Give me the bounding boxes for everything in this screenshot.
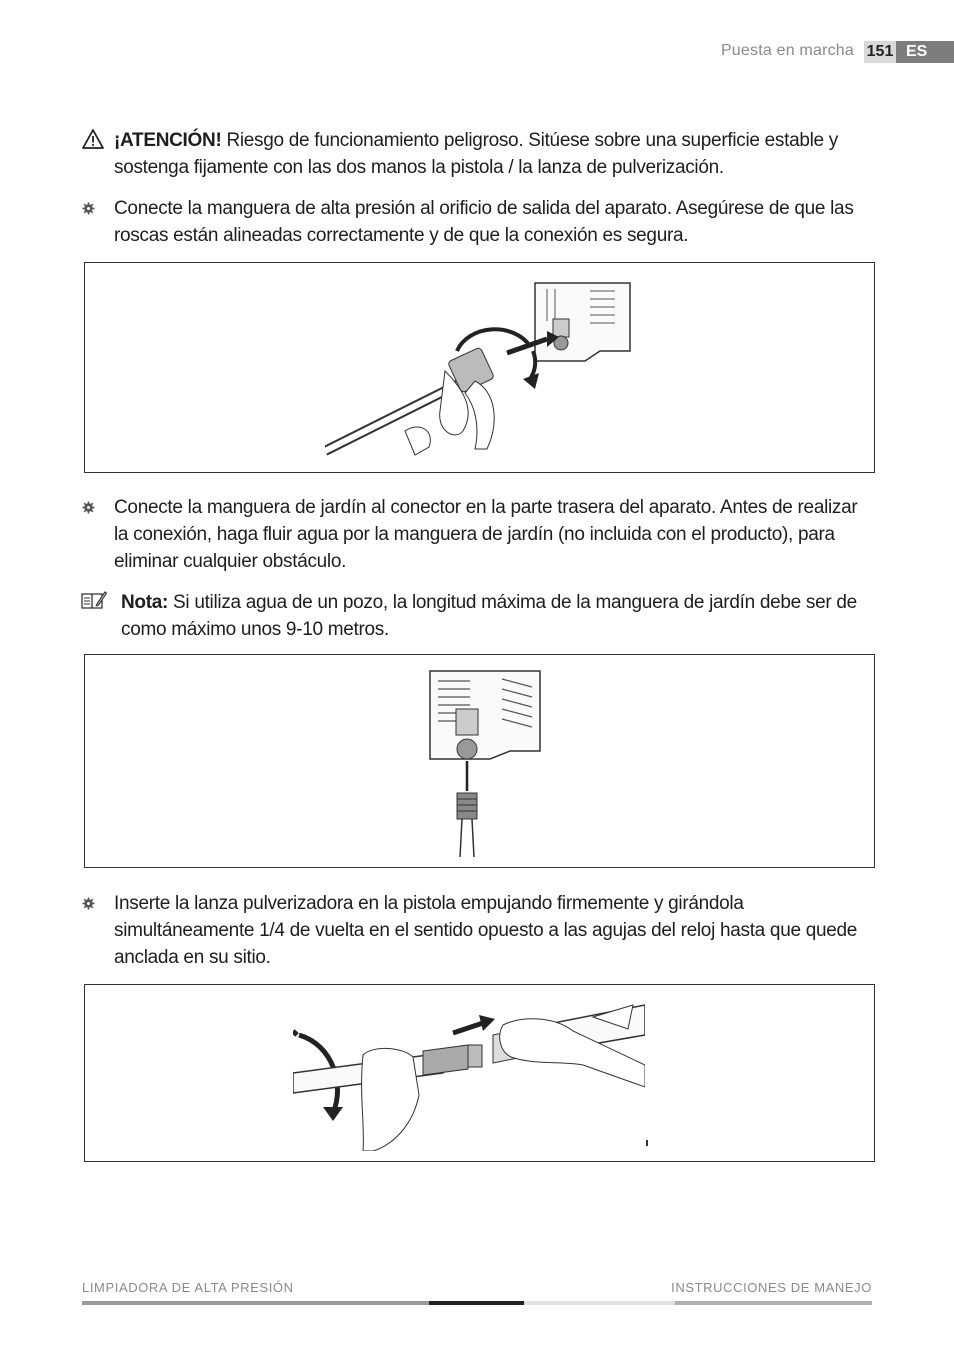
figure-mark	[646, 1140, 648, 1146]
note-label: Nota:	[121, 592, 169, 613]
page-number: 151	[864, 41, 896, 63]
warning-triangle-icon	[82, 129, 104, 149]
gear-bullet-icon	[82, 501, 95, 514]
step-2-text: Conecte la manguera de jardín al conector en la parte trasera del aparato. Antes de realizar la conexión, haga fluir agua por la manguera de jardín (no incluida con el producto), para eliminar cualquier obstáculo.	[114, 497, 858, 572]
gear-bullet-icon	[82, 202, 95, 215]
gear-bullet-icon	[82, 897, 95, 910]
figure-box-lance-insertion	[84, 984, 875, 1162]
figure-box-garden-hose	[84, 654, 875, 868]
note-icon	[81, 590, 107, 610]
lance-insertion-illustration	[293, 995, 645, 1151]
step-3-text: Inserte la lanza pulverizadora en la pistola empujando firmemente y girándola simultáneamente 1/4 de vuelta en el sentido opuesto a las agujas del reloj hasta que quede anclada en su sitio.	[114, 893, 858, 968]
warning-paragraph	[114, 127, 874, 181]
warning-text: Riesgo de funcionamiento peligroso. Sitúese sobre una superficie estable y sostenga fijamente con las dos manos la pistola / la lanza de pulverización.	[114, 130, 838, 178]
footer-product-name: LIMPIADORA DE ALTA PRESIÓN	[82, 1280, 294, 1295]
note-paragraph	[121, 589, 876, 643]
hose-connection-illustration	[325, 281, 645, 457]
footer-bar	[82, 1301, 872, 1305]
figure-box-hose-connection	[84, 262, 875, 473]
footer-document-type: INSTRUCCIONES DE MANEJO	[671, 1280, 872, 1295]
step-1-text: Conecte la manguera de alta presión al orificio de salida del aparato. Asegúrese de que las roscas están alineadas correctamente y de que la conexión es segura.	[114, 198, 854, 246]
language-tag: ES	[896, 41, 954, 63]
note-text: Si utiliza agua de un pozo, la longitud máxima de la manguera de jardín debe ser de como máximo unos 9-10 metros.	[121, 592, 857, 640]
header-section-title: Puesta en marcha	[720, 42, 854, 59]
warning-label: ¡ATENCIÓN!	[114, 130, 222, 151]
garden-hose-illustration	[410, 669, 550, 857]
